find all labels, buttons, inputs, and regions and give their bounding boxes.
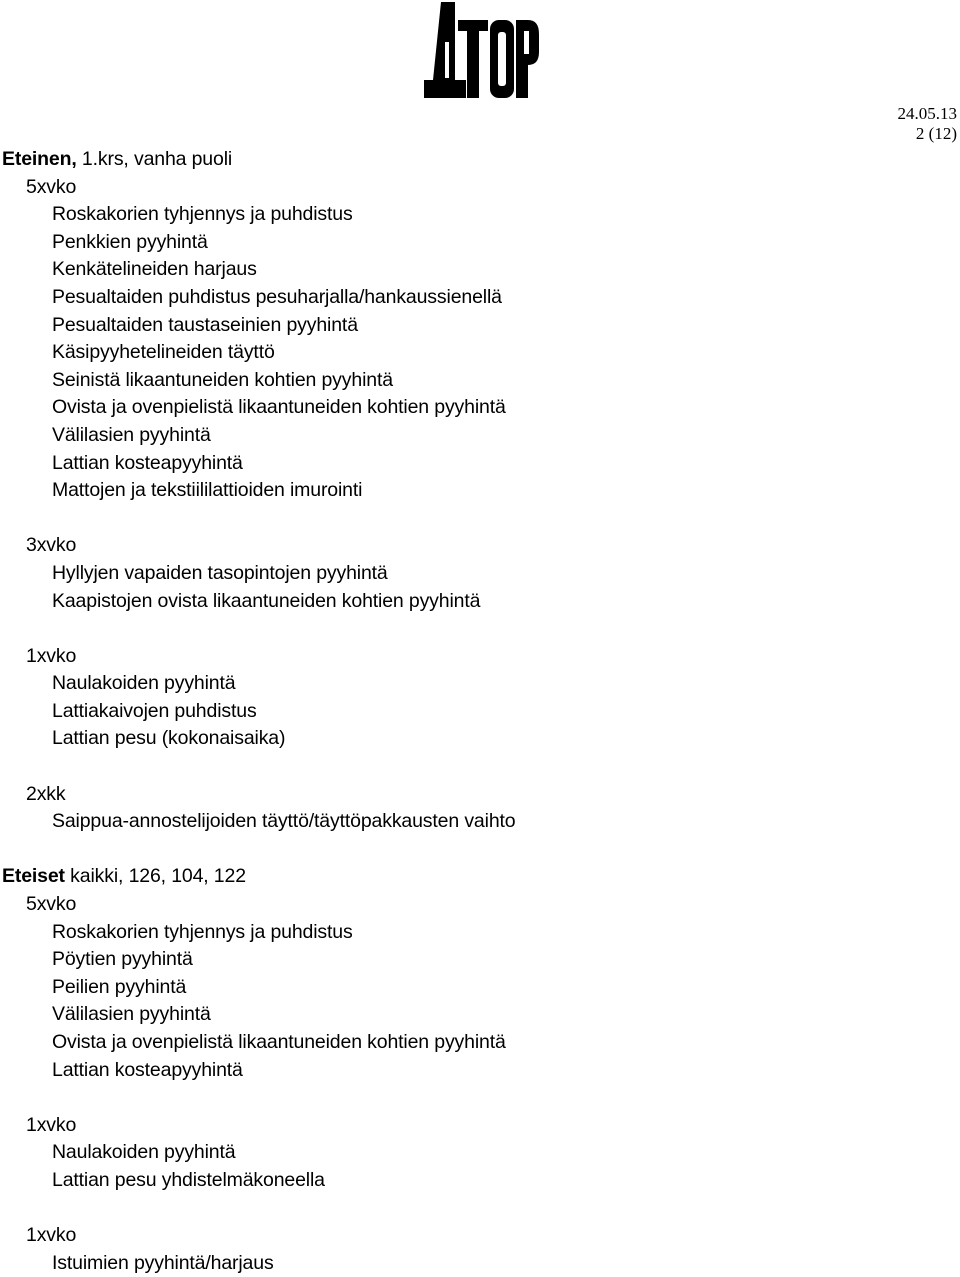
task-item: Kaapistojen ovista likaantuneiden kohtien pyyhintä xyxy=(52,589,481,612)
task-item: Ovista ja ovenpielistä likaantuneiden kohtien pyyhintä xyxy=(52,1031,506,1053)
frequency-label: 3xvko xyxy=(26,534,77,557)
section-heading xyxy=(2,146,942,174)
document-meta xyxy=(898,104,958,144)
task-item: Istuimien pyyhintä/harjaus xyxy=(52,1251,274,1274)
spacer xyxy=(2,836,942,864)
task-item: Lattian kosteapyyhintä xyxy=(52,451,243,474)
atop-logo xyxy=(424,2,539,98)
section-heading xyxy=(2,863,942,891)
task-item: Välilasien pyyhintä xyxy=(52,423,211,446)
task-item: Lattian pesu yhdistelmäkoneella xyxy=(52,1168,325,1191)
section-title: Eteinen, xyxy=(2,148,77,170)
task-item: Pesualtaiden taustaseinien pyyhintä xyxy=(52,313,358,336)
frequency-label: 5xvko xyxy=(26,893,77,916)
task-item: Hyllyjen vapaiden tasopintojen pyyhintä xyxy=(52,561,388,584)
task-item: Välilasien pyyhintä xyxy=(52,1003,211,1026)
task-item: Pöytien pyyhintä xyxy=(52,948,193,971)
task-item: Peilien pyyhintä xyxy=(52,975,187,998)
task-item: Penkkien pyyhintä xyxy=(52,230,208,253)
task-item: Naulakoiden pyyhintä xyxy=(52,672,236,695)
task-item: Roskakorien tyhjennys ja puhdistus xyxy=(52,920,353,943)
task-item: Kenkätelineiden harjaus xyxy=(52,258,257,281)
task-item: Lattian pesu (kokonaisaika) xyxy=(52,727,286,750)
spacer xyxy=(2,753,942,781)
frequency-label: 5xvko xyxy=(26,175,77,198)
task-item: Lattiakaivojen puhdistus xyxy=(52,699,257,722)
spacer xyxy=(2,1084,942,1112)
task-item: Mattojen ja tekstiililattioiden imurointi xyxy=(52,479,363,502)
spacer xyxy=(2,615,942,643)
cleaning-schedule xyxy=(2,146,942,1277)
task-item: Seinistä likaantuneiden kohtien pyyhintä xyxy=(52,368,393,391)
section-subtitle: kaikki, 126, 104, 122 xyxy=(64,865,246,888)
task-item: Saippua-annostelijoiden täyttö/täyttöpakkausten vaihto xyxy=(52,810,516,833)
task-item: Pesualtaiden puhdistus pesuharjalla/hankaussienellä xyxy=(52,285,502,308)
spacer xyxy=(2,505,942,533)
task-item: Käsipyyhetelineiden täyttö xyxy=(52,341,275,364)
frequency-label: 1xvko xyxy=(26,644,77,667)
frequency-label: 2xkk xyxy=(26,782,66,805)
frequency-label: 1xvko xyxy=(26,1224,77,1247)
spacer xyxy=(2,1195,942,1223)
task-item: Naulakoiden pyyhintä xyxy=(52,1141,236,1164)
frequency-label: 1xvko xyxy=(26,1113,77,1136)
task-item: Ovista ja ovenpielistä likaantuneiden kohtien pyyhintä xyxy=(52,396,506,419)
section-subtitle: 1.krs, vanha puoli xyxy=(76,148,233,170)
section-title: Eteiset xyxy=(2,865,65,888)
page-number: 2 (12) xyxy=(915,124,957,143)
task-item: Lattian kosteapyyhintä xyxy=(52,1058,243,1081)
document-date: 24.05.13 xyxy=(897,104,957,123)
task-item: Roskakorien tyhjennys ja puhdistus xyxy=(52,203,353,226)
